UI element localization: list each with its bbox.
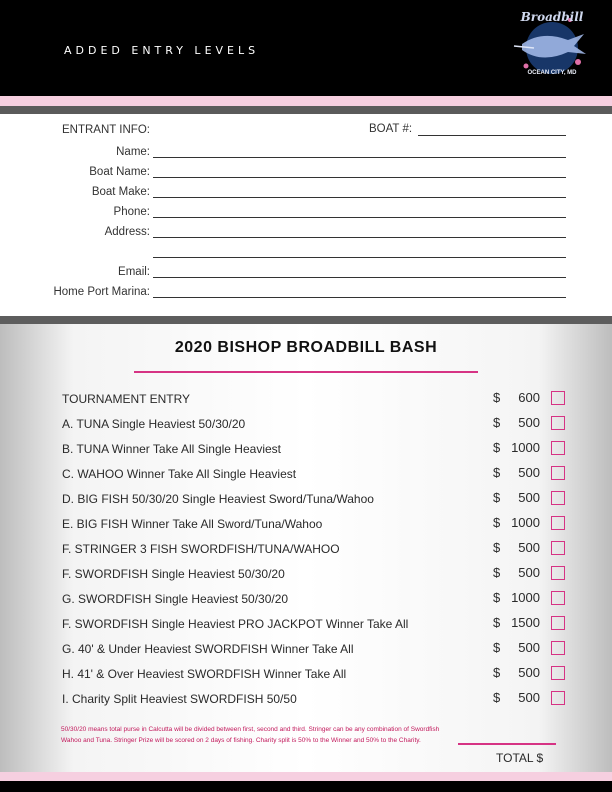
entry-label: I. Charity Split Heaviest SWORDFISH 50/50 [62,692,297,706]
entry-label: E. BIG FISH Winner Take All Sword/Tuna/Wahoo [62,517,323,531]
pink-band-top [0,96,612,106]
address-label: Address: [104,226,150,238]
name-label: Name: [116,146,150,158]
home-port-marina-label: Home Port Marina: [53,286,150,298]
entry-checkbox[interactable] [551,541,565,555]
entry-checkbox[interactable] [551,466,565,480]
currency-symbol: $ [493,615,501,630]
entry-checkbox[interactable] [551,691,565,705]
tournament-logo [512,4,592,88]
entry-amount: 500 [518,665,540,680]
currency-symbol: $ [493,565,501,580]
boat-make-field[interactable] [153,197,566,198]
entry-checkbox[interactable] [551,591,565,605]
entry-amount: 1000 [511,440,540,455]
entry-label: TOURNAMENT ENTRY [62,392,191,406]
entry-checkbox[interactable] [551,616,565,630]
currency-symbol: $ [493,390,501,405]
entry-checkbox[interactable] [551,441,565,455]
email-label: Email: [118,266,150,278]
entry-checkbox[interactable] [551,491,565,505]
entry-amount: 500 [518,465,540,480]
event-title: 2020 BISHOP BROADBILL BASH [174,339,438,356]
entry-label: F. SWORDFISH Single Heaviest PRO JACKPOT Winner Take All [62,617,409,631]
phone-field[interactable] [153,217,566,218]
currency-symbol: $ [493,465,501,480]
email-field[interactable] [153,277,566,278]
entry-checkbox[interactable] [551,566,565,580]
entry-label: F. STRINGER 3 FISH SWORDFISH/TUNA/WAHOO [62,542,340,556]
entrant-info-heading: ENTRANT INFO: [62,124,150,136]
entry-amount: 1000 [511,515,540,530]
currency-symbol: $ [493,665,501,680]
header-bar [0,0,612,96]
logo-location: OCEAN CITY, MD [527,70,577,76]
entry-amount: 500 [518,565,540,580]
divider-top [0,106,612,114]
entry-amount: 500 [518,540,540,555]
entry-amount: 600 [518,390,540,405]
entry-label: A. TUNA Single Heaviest 50/30/20 [62,417,246,431]
entry-label: F. SWORDFISH Single Heaviest 50/30/20 [62,567,285,581]
entry-label: D. BIG FISH 50/30/20 Single Heaviest Sword/Tuna/Wahoo [62,492,374,506]
pink-band-bottom [0,772,612,781]
boat-name-field[interactable] [153,177,566,178]
entry-checkbox[interactable] [551,666,565,680]
entry-checkbox[interactable] [551,641,565,655]
boat-make-label: Boat Make: [91,186,150,198]
boat-number-label: BOAT #: [369,123,413,135]
title-underline [134,371,478,373]
entry-amount: 1000 [511,590,540,605]
phone-label: Phone: [113,206,150,218]
currency-symbol: $ [493,540,501,555]
boat-name-label: Boat Name: [89,166,150,178]
address-field[interactable] [153,237,566,238]
entry-checkbox[interactable] [551,416,565,430]
entry-amount: 500 [518,415,540,430]
entry-amount: 500 [518,640,540,655]
entry-label: G. SWORDFISH Single Heaviest 50/30/20 [62,592,289,606]
entry-checkbox[interactable] [551,516,565,530]
entry-amount: 500 [518,490,540,505]
home-port-marina-field[interactable] [153,297,566,298]
currency-symbol: $ [493,415,501,430]
entry-label: C. WAHOO Winner Take All Single Heaviest [62,467,297,481]
total-underline [458,743,556,745]
entry-checkbox[interactable] [551,391,565,405]
address-field-line-2[interactable] [153,257,566,258]
currency-symbol: $ [493,690,501,705]
currency-symbol: $ [493,515,501,530]
currency-symbol: $ [493,590,501,605]
logo-wordmark: Broadbill [520,10,584,24]
footnote: 50/30/20 means total purse in Calcutta will be divided between first, second and third. Stringer can be any combination of Swordfish Wahoo and Tuna. Stringer Prize will be scored on 2 days of fishing. Charity split is 50% to the Winner and 50% to the Charity. [61,726,440,744]
header-title: ADDED ENTRY LEVELS [64,44,260,57]
entry-label: B. TUNA Winner Take All Single Heaviest [62,442,281,456]
footer-bar [0,781,612,792]
currency-symbol: $ [493,490,501,505]
section-divider [0,316,612,324]
total-label: TOTAL $ [496,751,544,765]
currency-symbol: $ [493,440,501,455]
entry-amount: 1500 [511,615,540,630]
boat-number-field[interactable] [418,135,566,136]
name-field[interactable] [153,157,566,158]
entry-label: G. 40' & Under Heaviest SWORDFISH Winner Take All [62,642,354,656]
currency-symbol: $ [493,640,501,655]
entry-amount: 500 [518,690,540,705]
entry-label: H. 41' & Over Heaviest SWORDFISH Winner Take All [62,667,347,681]
